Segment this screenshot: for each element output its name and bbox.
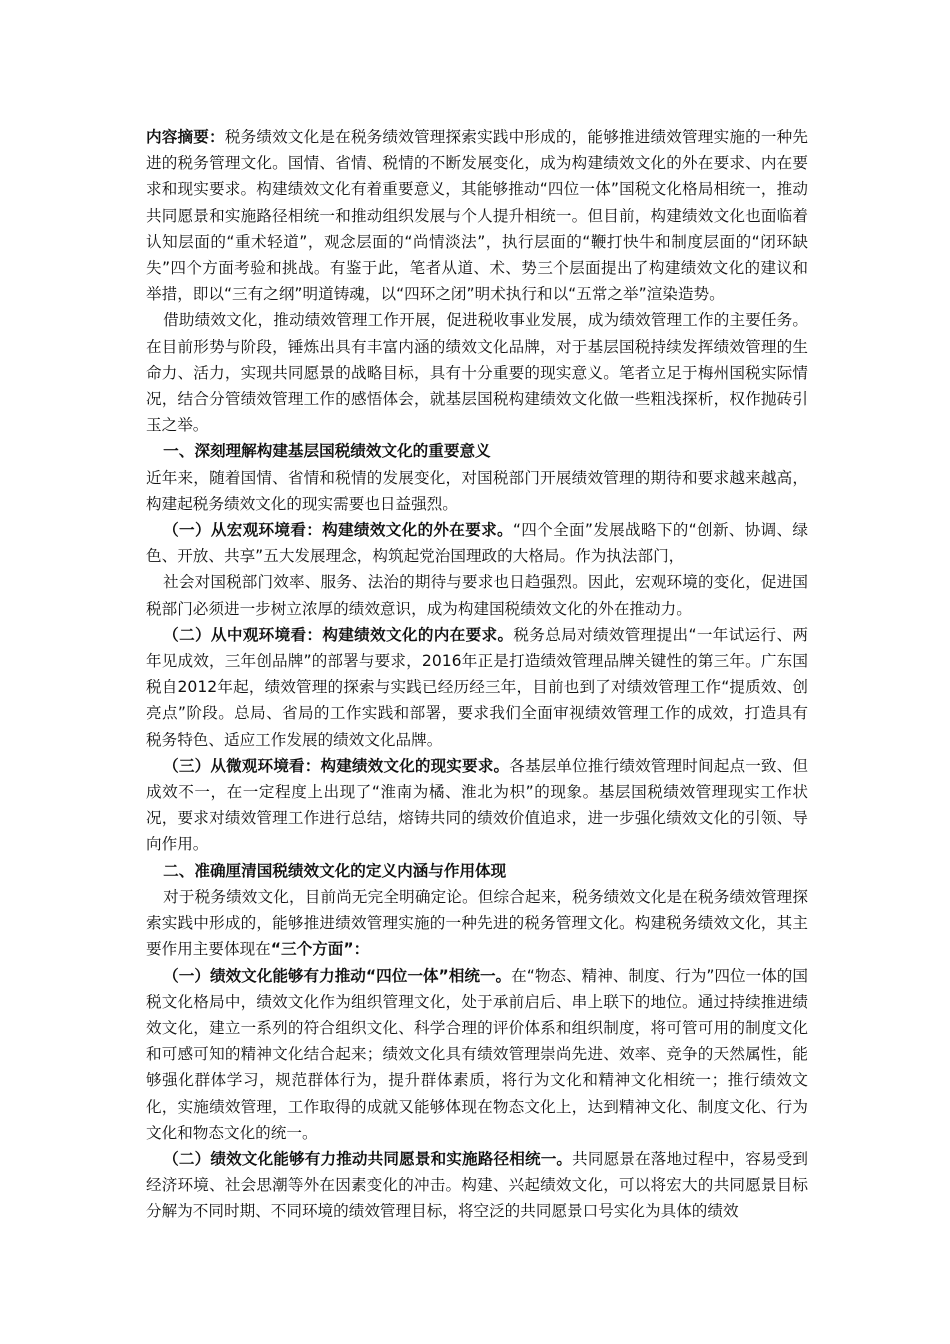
- abstract-paragraph: [146, 124, 808, 307]
- section1-intro: 近年来，随着国情、省情和税情的发展变化，对国税部门开展绩效管理的期待和要求越来越高，构建起税务绩效文化的现实需要也日益强烈。: [146, 468, 808, 513]
- section1-heading: 一、深刻理解构建基层国税绩效文化的重要意义: [163, 442, 491, 461]
- section2-heading: 二、准确厘清国税绩效文化的定义内涵与作用体现: [163, 861, 507, 880]
- section2-intro-emphasis: “三个方面”：: [270, 940, 370, 959]
- section1-point3-text: 各基层单位推行绩效管理时间起点一致、但成效不一，在一定程度上出现了“淮南为橘、淮北为枳”的现象。基层国税绩效管理现实工作状况，要求对绩效管理工作进行总结，熔铸共同的绩效价值追求，进一步强化绩效文化的引领、导向作用。: [146, 756, 808, 854]
- section2-point2-heading: （二）绩效文化能够有力推动共同愿景和实施路径相统一。: [163, 1149, 573, 1168]
- section1-point3: [146, 753, 808, 858]
- section2-point1-heading: （一）绩效文化能够有力推动“四位一体”相统一。: [163, 966, 512, 985]
- document-body: [146, 124, 808, 1225]
- abstract-text: 税务绩效文化是在税务绩效管理探索实践中形成的，能够推进绩效管理实施的一种先进的税务管理文化。国情、省情、税情的不断发展变化，成为构建绩效文化的外在要求、内在要求和现实要求。构建绩效文化有着重要意义，其能够推动“四位一体”国税文化格局相统一，推动共同愿景和实施路径相统一和推动组织发展与个人提升相统一。但目前，构建绩效文化也面临着认知层面的“重术轻道”，观念层面的“尚情淡法”，执行层面的“鞭打快牛和制度层面的“闭环缺失”四个方面考验和挑战。有鉴于此，笔者从道、术、势三个层面提出了构建绩效文化的建议和举措，即以“三有之纲”明道铸魂，以“四环之闭”明术执行和以“五常之举”渲染造势。: [146, 128, 808, 304]
- section1-point1-heading: （一）从宏观环境看：构建绩效文化的外在要求。: [163, 521, 513, 540]
- section1-point1-text: “四个全面”发展战略下的“创新、协调、绿色、开放、共享”五大发展理念，构筑起党治国理政的大格局。作为执法部门，: [146, 521, 808, 566]
- section1-point1-continued: 社会对国税部门效率、服务、法治的期待与要求也日趋强烈。因此，宏观环境的变化，促进国税部门必须进一步树立浓厚的绩效意识，成为构建国税绩效文化的外在推动力。: [146, 573, 808, 618]
- section1-point2-text: 税务总局对绩效管理提出“一年试运行、两年见成效，三年创品牌”的部署与要求，2016年正是打造绩效管理品牌关键性的第三年。广东国税自2012年起，绩效管理的探索与实践已经历经三年，目前也到了对绩效管理工作“提质效、创亮点”阶段。总局、省局的工作实践和部署，要求我们全面审视绩效管理工作的成效，打造具有税务特色、适应工作发展的绩效文化品牌。: [146, 625, 808, 749]
- section2-intro: [146, 884, 808, 963]
- section2-point1: [146, 963, 808, 1146]
- section1-point3-heading: （三）从微观环境看：构建绩效文化的现实要求。: [163, 756, 510, 775]
- section1-point1: [146, 517, 808, 569]
- section1-point2-heading: （二）从中观环境看：构建绩效文化的内在要求。: [163, 625, 514, 644]
- abstract-label: 内容摘要：: [146, 128, 225, 146]
- intro-paragraph: 借助绩效文化，推动绩效管理工作开展，促进税收事业发展，成为绩效管理工作的主要任务。在目前形势与阶段，锤炼出具有丰富内涵的绩效文化品牌，对于基层国税持续发挥绩效管理的生命力、活力，实现共同愿景的战略目标，具有十分重要的现实意义。笔者立足于梅州国税实际情况，结合分管绩效管理工作的感悟体会，就基层国税构建绩效文化做一些粗浅探析，权作抛砖引玉之举。: [146, 311, 808, 435]
- section2-intro-text: 对于税务绩效文化，目前尚无完全明确定论。但综合起来，税务绩效文化是在税务绩效管理探索实践中形成的，能够推进绩效管理实施的一种先进的税务管理文化。构建税务绩效文化，其主要作用主要体现在: [146, 887, 808, 959]
- section1-point2: [146, 622, 808, 753]
- section2-point2-text: 共同愿景在落地过程中，容易受到经济环境、社会思潮等外在因素变化的冲击。构建、兴起绩效文化，可以将宏大的共同愿景目标分解为不同时期、不同环境的绩效管理目标，将空泛的共同愿景口号实化为具体的绩效: [146, 1149, 808, 1221]
- section2-point2: [146, 1146, 808, 1225]
- section2-point1-text: 在“物态、精神、制度、行为”四位一体的国税文化格局中，绩效文化作为组织管理文化，处于承前启后、串上联下的地位。通过持续推进绩效文化，建立一系列的符合组织文化、科学合理的评价体系和组织制度，将可管可用的制度文化和可感可知的精神文化结合起来；绩效文化具有绩效管理崇尚先进、效率、竞争的天然属性，能够强化群体学习，规范群体行为，提升群体素质，将行为文化和精神文化相统一；推行绩效文化，实施绩效管理，工作取得的成就又能够体现在物态文化上，达到精神文化、制度文化、行为文化和物态文化的统一。: [146, 966, 808, 1142]
